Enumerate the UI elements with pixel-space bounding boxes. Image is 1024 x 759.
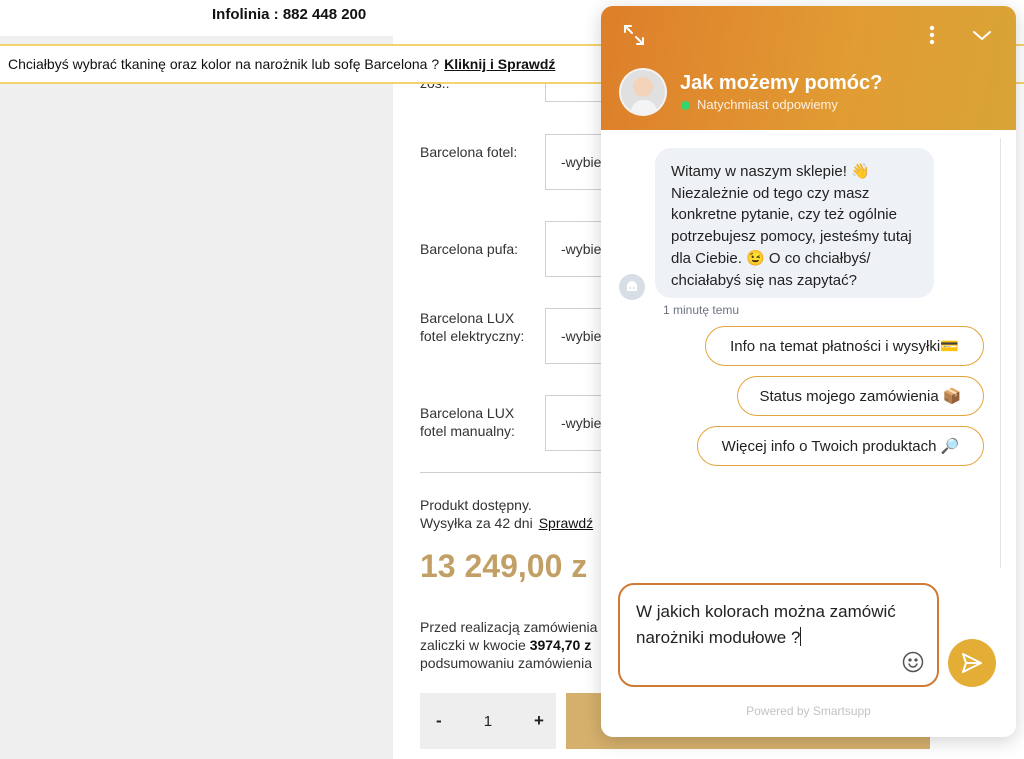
message-input[interactable] xyxy=(618,583,939,687)
option-label-lux-manualny: Barcelona LUX fotel manualny: xyxy=(420,405,515,439)
option-label-pufa: Barcelona pufa: xyxy=(420,241,519,257)
deposit-line-1: Przed realizacją zamówienia xyxy=(420,619,598,635)
deposit-amount: 3974,70 z xyxy=(529,637,592,653)
message-timestamp: 1 minutę temu xyxy=(663,303,740,317)
quantity-stepper xyxy=(420,693,556,749)
option-select-fotel[interactable]: -wybie xyxy=(545,134,645,190)
divider xyxy=(420,472,620,473)
shipping-time: Wysyłka za 42 dni xyxy=(420,515,533,531)
quick-reply-order-status[interactable]: Status mojego zamówienia 📦 xyxy=(737,376,984,416)
expand-icon[interactable] xyxy=(623,24,645,46)
text-caret xyxy=(800,627,801,646)
message-input-text: W jakich kolorach można zamówić narożniki modułowe ? xyxy=(636,602,896,647)
bot-icon xyxy=(624,280,640,294)
chat-status: Natychmiast odpowiemy xyxy=(697,97,838,112)
chevron-down-icon[interactable] xyxy=(971,24,993,46)
option-label-fotel: Barcelona fotel: xyxy=(420,144,518,160)
more-vertical-icon[interactable] xyxy=(925,24,939,46)
product-price: 13 249,00 z xyxy=(420,548,588,584)
option-select-lux-elektryczny[interactable]: -wybie xyxy=(545,308,645,364)
chat-scrollbar[interactable] xyxy=(1000,138,1001,568)
powered-by: Powered by Smartsupp xyxy=(746,704,871,718)
agent-avatar xyxy=(619,68,667,116)
chat-header xyxy=(601,6,1016,130)
bot-message-bubble: Witamy w naszym sklepie! 👋 Niezależnie od tego czy masz konkretne pytanie, czy też ogólnie potrzebujesz pomocy, jesteśmy tutaj dla Ciebie. 😉 O co chciałbyś/ chciałabyś się nas zapytać? xyxy=(655,148,934,298)
quick-reply-products[interactable]: Więcej info o Twoich produktach 🔎 xyxy=(697,426,984,466)
online-status-dot xyxy=(681,101,690,110)
deposit-line-2: zaliczki w kwocie xyxy=(420,637,530,653)
chat-title: Jak możemy pomóc? xyxy=(680,72,883,94)
quantity-plus-button[interactable]: + xyxy=(534,711,544,730)
availability-status: Produkt dostępny. xyxy=(420,497,532,513)
product-gallery xyxy=(0,36,393,759)
infoline-phone: Infolinia : 882 448 200 xyxy=(212,6,367,23)
send-button[interactable] xyxy=(948,639,996,687)
promo-banner-link[interactable]: Kliknij i Sprawdź xyxy=(444,56,556,72)
send-icon xyxy=(960,651,984,675)
quantity-value[interactable]: 1 xyxy=(483,712,493,730)
option-select-pufa[interactable]: -wybie xyxy=(545,221,645,277)
bot-avatar xyxy=(619,274,645,300)
shipping-check-link[interactable]: Sprawdź xyxy=(538,515,594,531)
emoji-icon[interactable] xyxy=(902,651,924,673)
chat-widget xyxy=(601,6,1016,737)
quick-reply-payment[interactable]: Info na temat płatności i wysyłki💳 xyxy=(705,326,984,366)
deposit-info xyxy=(420,618,597,672)
availability-info xyxy=(420,496,593,532)
deposit-line-3: podsumowaniu zamówienia xyxy=(420,655,592,671)
option-label-lux-elektryczny: Barcelona LUX fotel elektryczny: xyxy=(420,310,525,344)
option-select-lux-manualny[interactable]: -wybie xyxy=(545,395,645,451)
promo-banner-text: Chciałbyś wybrać tkaninę oraz kolor na narożnik lub sofę Barcelona ? xyxy=(8,56,440,72)
quantity-minus-button[interactable]: - xyxy=(436,711,442,730)
